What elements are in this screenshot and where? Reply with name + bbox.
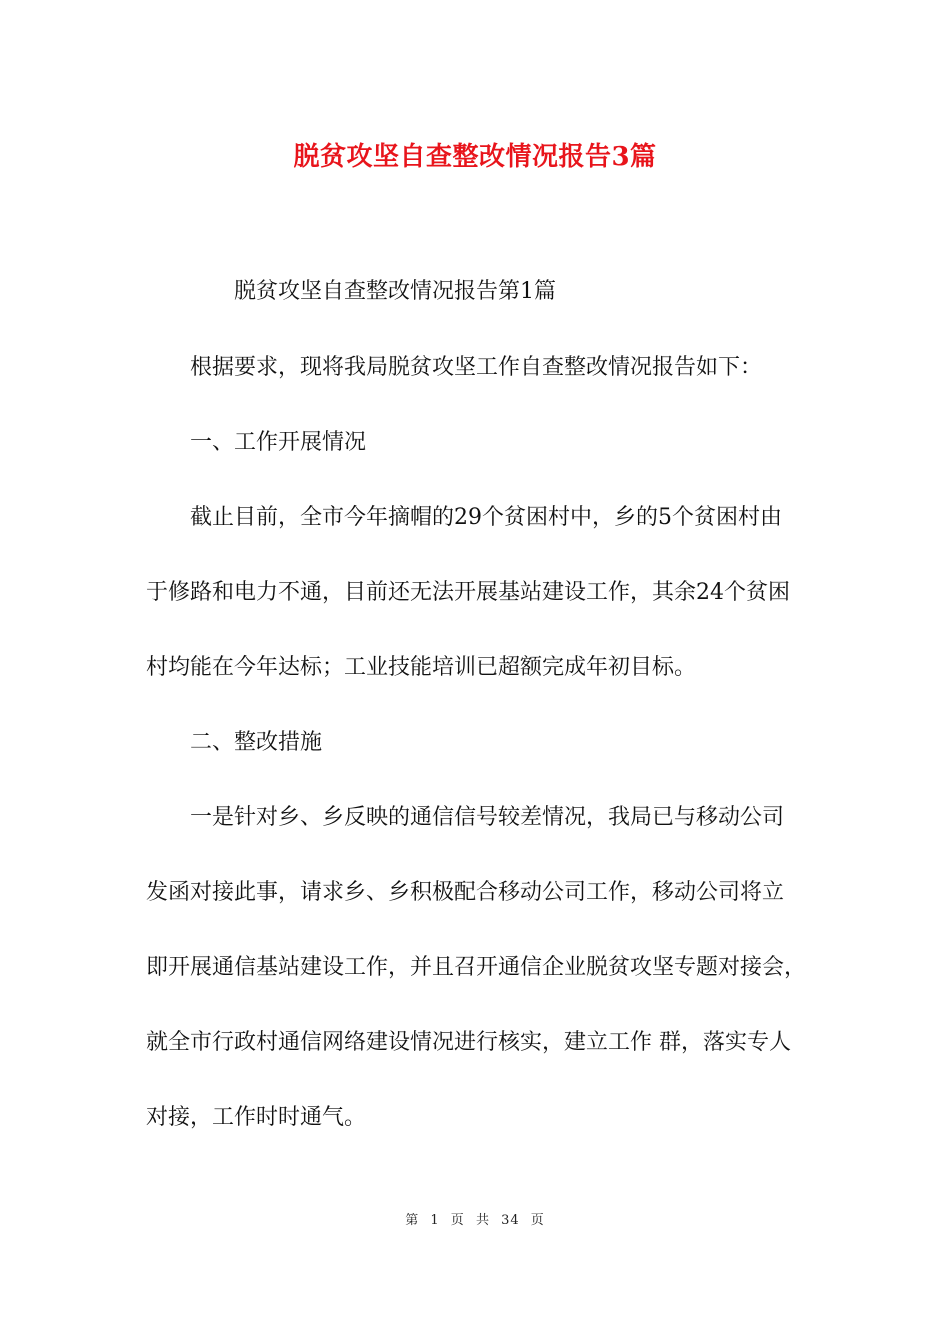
paragraph-line: 即开展通信基站建设工作，并且召开通信企业脱贫攻坚专题对接会， (146, 955, 807, 980)
page-footer (0, 1209, 950, 1228)
footer-ye: 页 (450, 1213, 465, 1228)
footer-di: 第 (405, 1213, 420, 1228)
paragraph-line: 就全市行政村通信网络建设情况进行核实，建立工作 群，落实专人 (146, 1030, 791, 1055)
paragraph-line: 发函对接此事，请求乡、乡积极配合移动公司工作，移动公司将立 (146, 880, 785, 905)
footer-gong: 共 (475, 1213, 490, 1228)
intro-paragraph: 根据要求，现将我局脱贫攻坚工作自查整改情况报告如下： (190, 355, 763, 380)
paragraph-line: 一是针对乡、乡反映的通信信号较差情况，我局已与移动公司 (190, 805, 785, 830)
section-heading-2: 二、整改措施 (190, 730, 323, 755)
footer-total-pages: 34 (501, 1213, 520, 1228)
paragraph-line: 对接，工作时时通气。 (146, 1105, 367, 1130)
footer-ye-end: 页 (530, 1213, 545, 1228)
section-subtitle: 脱贫攻坚自查整改情况报告第1篇 (234, 279, 556, 304)
paragraph-line: 村均能在今年达标；工业技能培训已超额完成年初目标。 (146, 655, 697, 680)
paragraph-line: 截止目前，全市今年摘帽的29个贫困村中，乡的5个贫困村由 (190, 505, 782, 530)
document-title: 脱贫攻坚自查整改情况报告3篇 (293, 142, 657, 172)
paragraph-line: 于修路和电力不通，目前还无法开展基站建设工作，其余24个贫困 (146, 580, 790, 605)
section-heading-1: 一、工作开展情况 (190, 430, 367, 455)
footer-current-page: 1 (430, 1213, 440, 1228)
